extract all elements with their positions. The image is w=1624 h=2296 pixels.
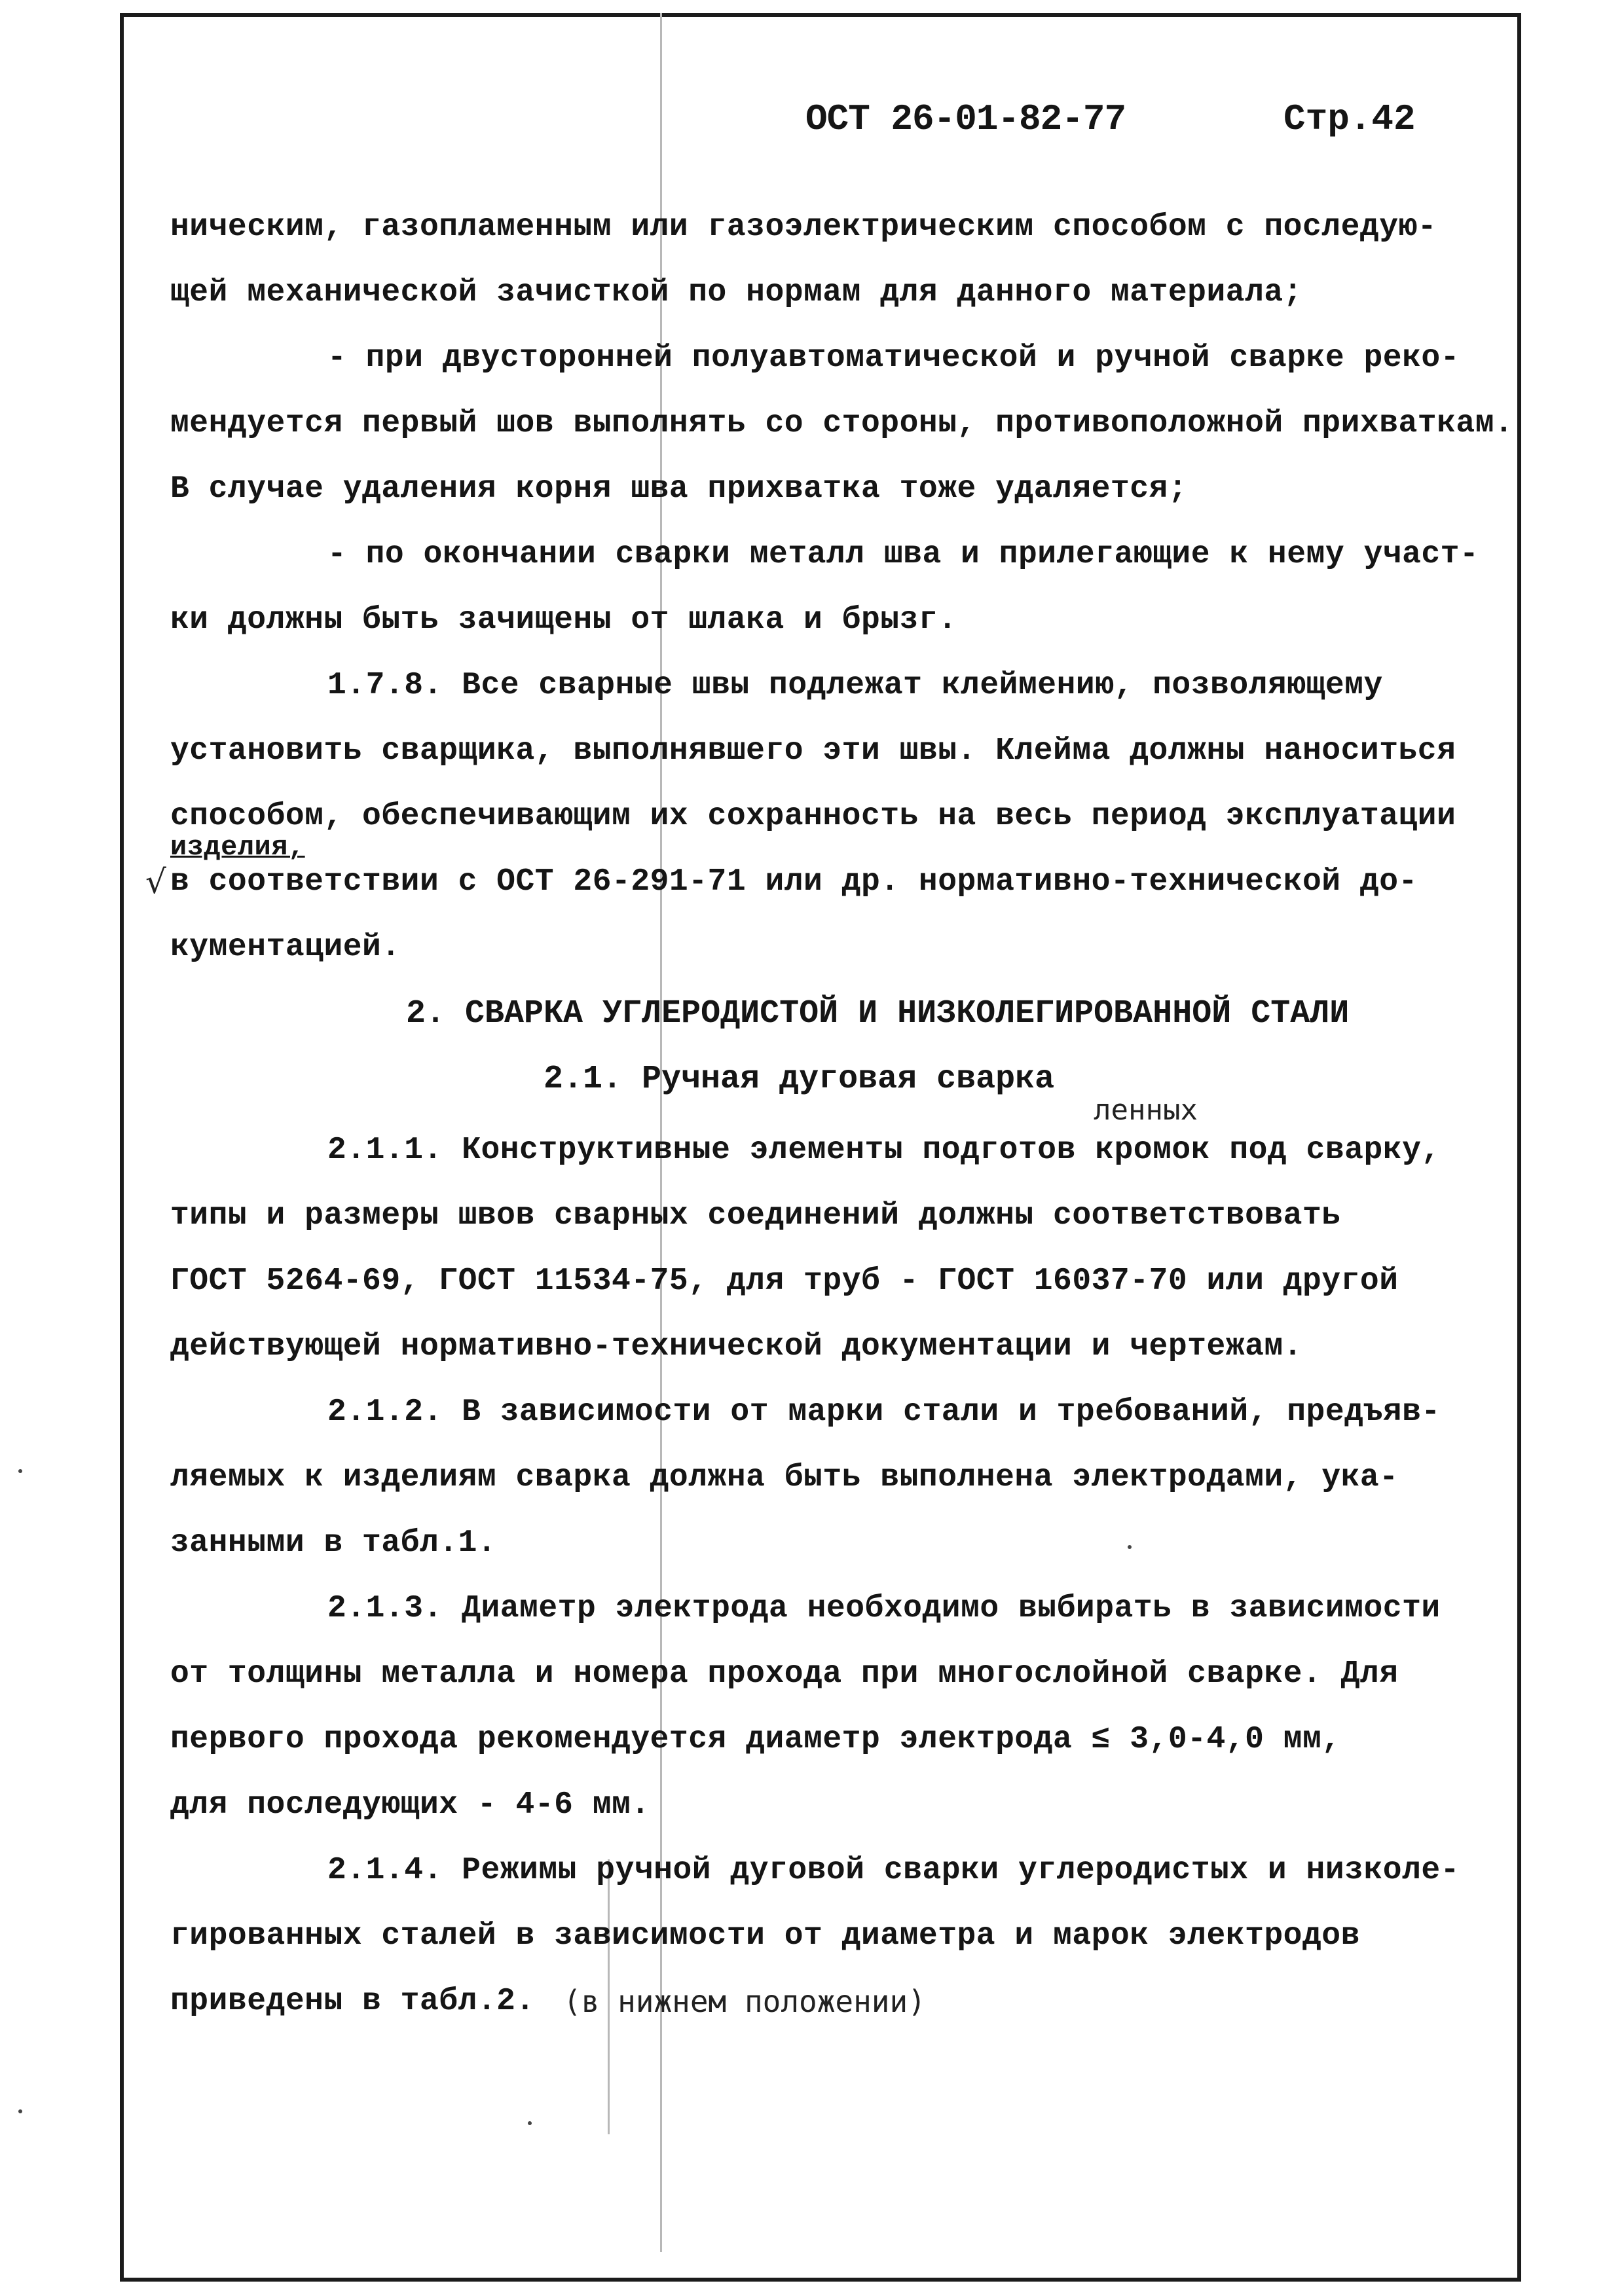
scan-speck bbox=[528, 2121, 532, 2125]
document-code: ОСТ 26-01-82-77 bbox=[805, 98, 1126, 140]
body-line: типы и размеры швов сварных соединений должны соответствовать bbox=[170, 1198, 1341, 1233]
body-line: мендуется первый шов выполнять со стороны, противоположной прихваткам. bbox=[170, 406, 1514, 441]
body-line: 2.1.1. Конструктивные элементы подготов кромок под сварку, bbox=[327, 1133, 1441, 1168]
body-line: щей механической зачисткой по нормам для данного материала; bbox=[170, 275, 1302, 310]
body-line: для последующих - 4-6 мм. bbox=[170, 1787, 650, 1823]
scan-speck bbox=[18, 2109, 22, 2113]
page-number: Стр.42 bbox=[1283, 98, 1416, 140]
body-line: 2.1.3. Диаметр электрода необходимо выбирать в зависимости bbox=[327, 1591, 1441, 1626]
body-line: способом, обеспечивающим их сохранность на весь период эксплуатации bbox=[170, 799, 1456, 834]
body-line: 1.7.8. Все сварные швы подлежат клеймению, позволяющему bbox=[327, 668, 1383, 703]
handwritten-note: (в нижнем положении) bbox=[563, 1984, 926, 2019]
body-line: первого прохода рекомендуется диаметр электрода ≤ 3,0-4,0 мм, bbox=[170, 1722, 1341, 1757]
body-line: приведены в табл.2. bbox=[170, 1984, 535, 2019]
body-line: В случае удаления корня шва прихватка тоже удаляется; bbox=[170, 471, 1188, 507]
body-line: - при двусторонней полуавтоматической и ручной сварке реко- bbox=[327, 340, 1460, 376]
body-line: от толщины металла и номера прохода при многослойной сварке. Для bbox=[170, 1656, 1399, 1692]
scan-speck bbox=[18, 1469, 22, 1473]
body-line: ляемых к изделиям сварка должна быть выполнена электродами, ука- bbox=[170, 1460, 1399, 1495]
body-line: - по окончании сварки металл шва и прилегающие к нему участ- bbox=[327, 537, 1479, 572]
subsection-heading: 2.1. Ручная дуговая сварка bbox=[544, 1061, 1055, 1098]
body-line: занными в табл.1. bbox=[170, 1525, 497, 1561]
body-line: 2.1.2. В зависимости от марки стали и требований, предъяв- bbox=[327, 1394, 1441, 1430]
body-line: действующей нормативно-технической документации и чертежам. bbox=[170, 1329, 1302, 1364]
handwritten-insert: ленных bbox=[1094, 1093, 1198, 1127]
body-line: установить сварщика, выполнявшего эти швы. Клейма должны наноситься bbox=[170, 733, 1456, 769]
body-line: гированных сталей в зависимости от диаметра и марок электродов bbox=[170, 1918, 1360, 1954]
body-line: ническим, газопламенным или газоэлектрическим способом с последую- bbox=[170, 210, 1437, 245]
scan-speck bbox=[1128, 1545, 1132, 1549]
body-line: ки должны быть зачищены от шлака и брызг. bbox=[170, 602, 957, 638]
body-line: в соответствии с ОСТ 26-291-71 или др. нормативно-технической до- bbox=[170, 864, 1418, 900]
body-line: кументацией. bbox=[170, 930, 401, 965]
insertion-mark: √ bbox=[145, 863, 166, 901]
section-heading: 2. СВАРКА УГЛЕРОДИСТОЙ И НИЗКОЛЕГИРОВАННОЙ СТАЛИ bbox=[406, 995, 1350, 1032]
body-line: ГОСТ 5264-69, ГОСТ 11534-75, для труб - ГОСТ 16037-70 или другой bbox=[170, 1264, 1399, 1299]
body-line: 2.1.4. Режимы ручной дуговой сварки углеродистых и низколе- bbox=[327, 1853, 1460, 1888]
struck-word: изделия, bbox=[170, 831, 305, 863]
